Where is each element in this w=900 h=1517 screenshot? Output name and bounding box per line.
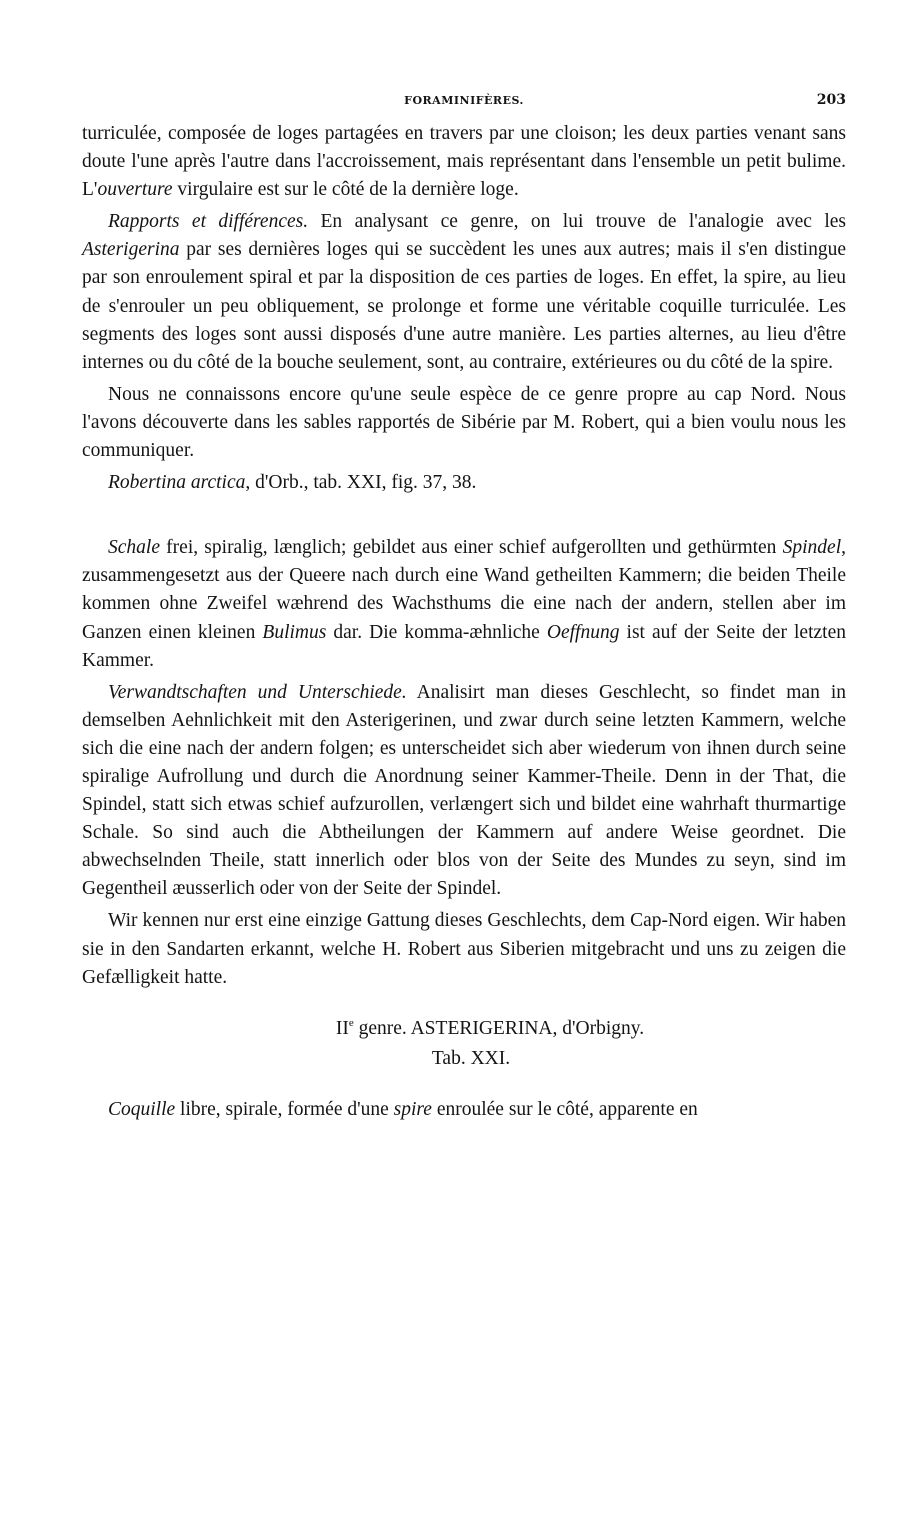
italic-term: Asterigerina xyxy=(82,239,180,261)
text-run: Wir kennen nur erst eine einzige Gattung dieses Geschlechts, dem Cap-Nord eigen. Wir haben sie in den Sandarten erkannt, welche H. Robert aus Siberien mitgebracht und uns zu zeigen die Gefælligkeit hatte. xyxy=(82,910,846,988)
text-run: dar. Die komma-æhnliche xyxy=(326,621,547,643)
genus-title-text: genre. ASTERIGERINA, d'Orbigny. xyxy=(353,1017,645,1039)
paragraph-description-fr xyxy=(82,120,846,204)
paragraph-description-de xyxy=(82,534,846,674)
italic-term: Coquille xyxy=(108,1098,176,1120)
text-run: enroulée sur le côté, apparente en xyxy=(431,1098,698,1120)
genus-description xyxy=(82,1096,846,1124)
page-number: 203 xyxy=(816,92,846,108)
genus-numeral-sup: e xyxy=(348,1016,354,1029)
paragraph-species-fr xyxy=(82,381,846,465)
italic-term: Oeffnung xyxy=(546,621,620,643)
text-run: par ses dernières loges qui se succèdent les unes aux autres; mais il s'en distingue par son enroulement spiral et par la disposition de ces parties de loges. En effet, la spire, au lieu de s'enrouler un peu obliquement, se prolonge et forme une véritable coquille turriculée. Les segments des loges sont aussi disposés d'une autre manière. Les parties alternes, au lieu d'être internes ou du côté de la bouche seulement, sont, au contraire, extérieures ou du côté de la spire. xyxy=(82,239,846,373)
french-section xyxy=(82,120,846,497)
text-run: , zusammengesetzt aus der Queere nach durch eine Wand getheilten Kammern; die beiden Theile kommen ohne Zweifel wæhrend des Wachsthums die eine nach der andern, stellen aber im Ganzen einen kleinen xyxy=(82,537,846,643)
paragraph-verwandtschaften-de xyxy=(82,679,846,904)
italic-term: ouverture xyxy=(97,179,173,201)
genus-plate: Tab. XXI. xyxy=(431,1047,511,1069)
text-run: ist auf der Seite der letzten Kammer. xyxy=(82,621,846,671)
german-section xyxy=(82,534,846,992)
running-title: FORAMINIFÈRES. xyxy=(404,94,524,107)
species-line xyxy=(82,469,846,497)
paragraph-rapports-fr xyxy=(82,208,846,377)
genus-title xyxy=(82,1008,846,1044)
text-run: virgulaire est sur le côté de la dernière loge. xyxy=(172,179,519,201)
text-run: turriculée, composée de loges partagées en travers par une cloison; les deux parties venant sans doute l'une après l'autre dans l'accroissement, mais représentant dans l'ensemble un petit bulime. L' xyxy=(82,123,846,201)
italic-term: Schale xyxy=(108,537,160,559)
section-lead-italic: Rapports et différences. xyxy=(108,211,309,233)
section-lead-italic: Verwandtschaften und Unterschiede. xyxy=(108,681,407,703)
italic-term: Bulimus xyxy=(262,621,327,643)
text-run: Nous ne connaissons encore qu'une seule espèce de ce genre propre au cap Nord. Nous l'avons découverte dans les sables rapportés de Sibérie par M. Robert, qui a bien voulu nous les communiquer. xyxy=(82,383,846,462)
italic-term: spire xyxy=(393,1098,432,1120)
species-reference: , d'Orb., tab. XXI, fig. 37, 38. xyxy=(245,472,477,494)
italic-term: Spindel xyxy=(782,537,842,559)
page xyxy=(82,90,846,1128)
text-run: Analisirt man dieses Geschlecht, so findet man in demselben Aehnlichkeit mit den Asterigerinen, und zwar durch seine letzten Kammern, welche sich die eine nach der andern folgen; es unterscheidet sich aber wiederum von ihnen durch seine spiralige Aufrollung und durch die Anordnung seiner Kammer-Theile. Denn in der That, die Spindel, statt sich etwas schief aufzurollen, verlængert sich und bildet eine wahrhaft thurmartige Schale. So sind auch die Abtheilungen der Kammern auf andere Weise geordnet. Die abwechselnden Theile, statt innerlich oder blos von der Seite des Mundes zu seyn, sind im Gegentheil æusserlich oder von der Seite der Spindel. xyxy=(82,681,846,900)
running-head xyxy=(82,90,846,116)
species-name: Robertina arctica xyxy=(108,472,246,494)
genus-numeral: II xyxy=(335,1017,349,1039)
text-run: frei, spiralig, længlich; gebildet aus einer schief aufgerollten und gethürmten xyxy=(159,537,783,559)
paragraph-species-de xyxy=(82,907,846,991)
text-run: En analysant ce genre, on lui trouve de l'analogie avec les xyxy=(308,211,846,233)
genus-heading xyxy=(82,1008,846,1074)
paragraph-coquille-fr xyxy=(82,1096,846,1124)
text-run: libre, spirale, formée d'une xyxy=(175,1098,394,1120)
